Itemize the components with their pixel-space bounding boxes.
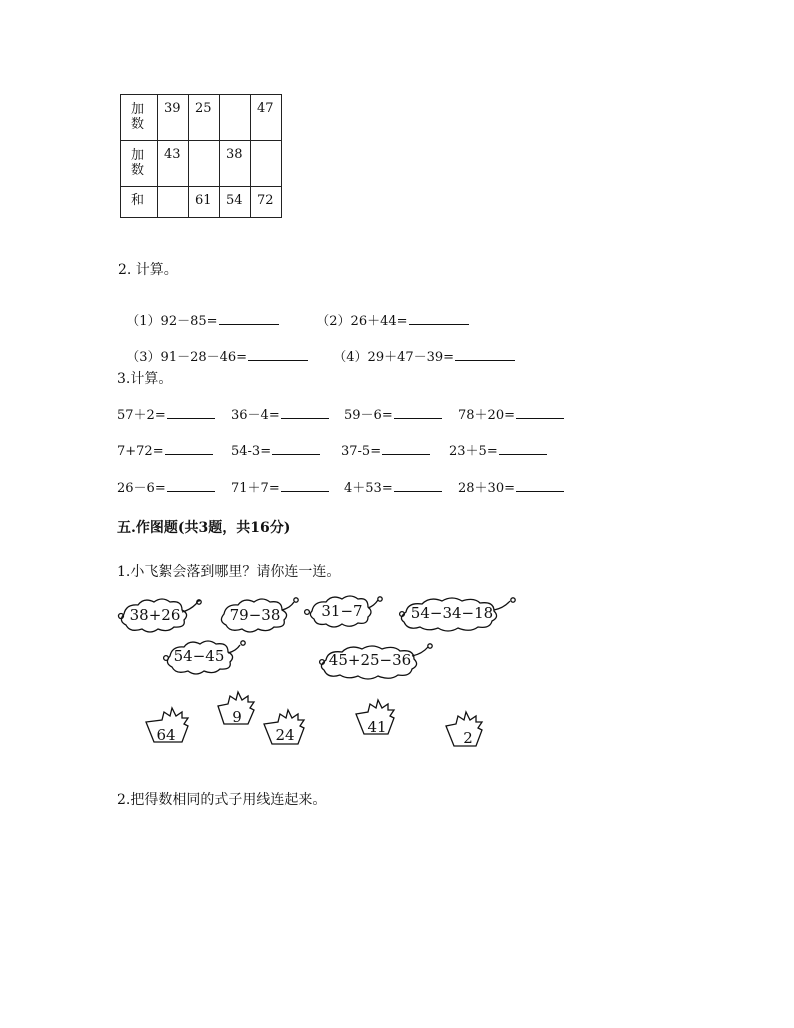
table-cell: 43 (158, 141, 189, 187)
table-cell: 25 (189, 95, 220, 141)
table-cell: 39 (158, 95, 189, 141)
table-cell: 54 (220, 187, 251, 218)
q2-item-1: （1）92－85= (118, 295, 279, 329)
q3-item: 28＋30= (458, 477, 564, 496)
q3-item: 54-3= (231, 440, 320, 459)
cloud-label: 45+25−36 (328, 651, 412, 669)
q3-item: 59－6= (344, 404, 442, 423)
q2-item-3: （3）91－28－46= (118, 331, 308, 365)
leaf-label: 24 (275, 726, 295, 744)
table-cell: 72 (251, 187, 282, 218)
q2-item-4: （4）29＋47－39= (325, 331, 515, 365)
leaf-label: 9 (232, 708, 242, 726)
q3-item: 4＋53= (344, 477, 442, 496)
cloud-label: 79−38 (229, 606, 281, 624)
q3-item: 26－6= (117, 477, 215, 496)
table-cell: 47 (251, 95, 282, 141)
q3-item: 7+72= (117, 440, 213, 459)
section-5-title: 五.作图题(共3题，共16分) (117, 520, 291, 536)
s5-q1-prompt: 1.小飞絮会落到哪里？请你连一连。 (117, 564, 341, 580)
q3-item: 78＋20= (458, 404, 564, 423)
cloud-label: 54−34−18 (410, 604, 494, 622)
row-header: 和 (121, 187, 158, 218)
q3-item: 71＋7= (231, 477, 329, 496)
table-cell: 61 (189, 187, 220, 218)
leaf-label: 41 (367, 718, 387, 736)
q2-title: 2. 计算。 (118, 262, 178, 278)
cloud-label: 31−7 (321, 602, 363, 620)
leaf-label: 64 (156, 726, 176, 744)
row-header: 加 数 (121, 141, 158, 187)
q3-item: 57＋2= (117, 404, 215, 423)
s5-q2-prompt: 2.把得数相同的式子用线连起来。 (117, 792, 327, 808)
cloud-label: 38+26 (129, 606, 181, 624)
q3-item: 37-5= (341, 440, 430, 459)
row-header: 加 数 (121, 95, 158, 141)
q3-title: 3.计算。 (117, 371, 173, 387)
cloud-label: 54−45 (173, 647, 225, 665)
q3-item: 36－4= (231, 404, 329, 423)
q3-item: 23＋5= (449, 440, 547, 459)
leaf-label: 2 (463, 729, 473, 747)
q2-item-2: （2）26＋44= (308, 295, 469, 329)
table-cell: 38 (220, 141, 251, 187)
